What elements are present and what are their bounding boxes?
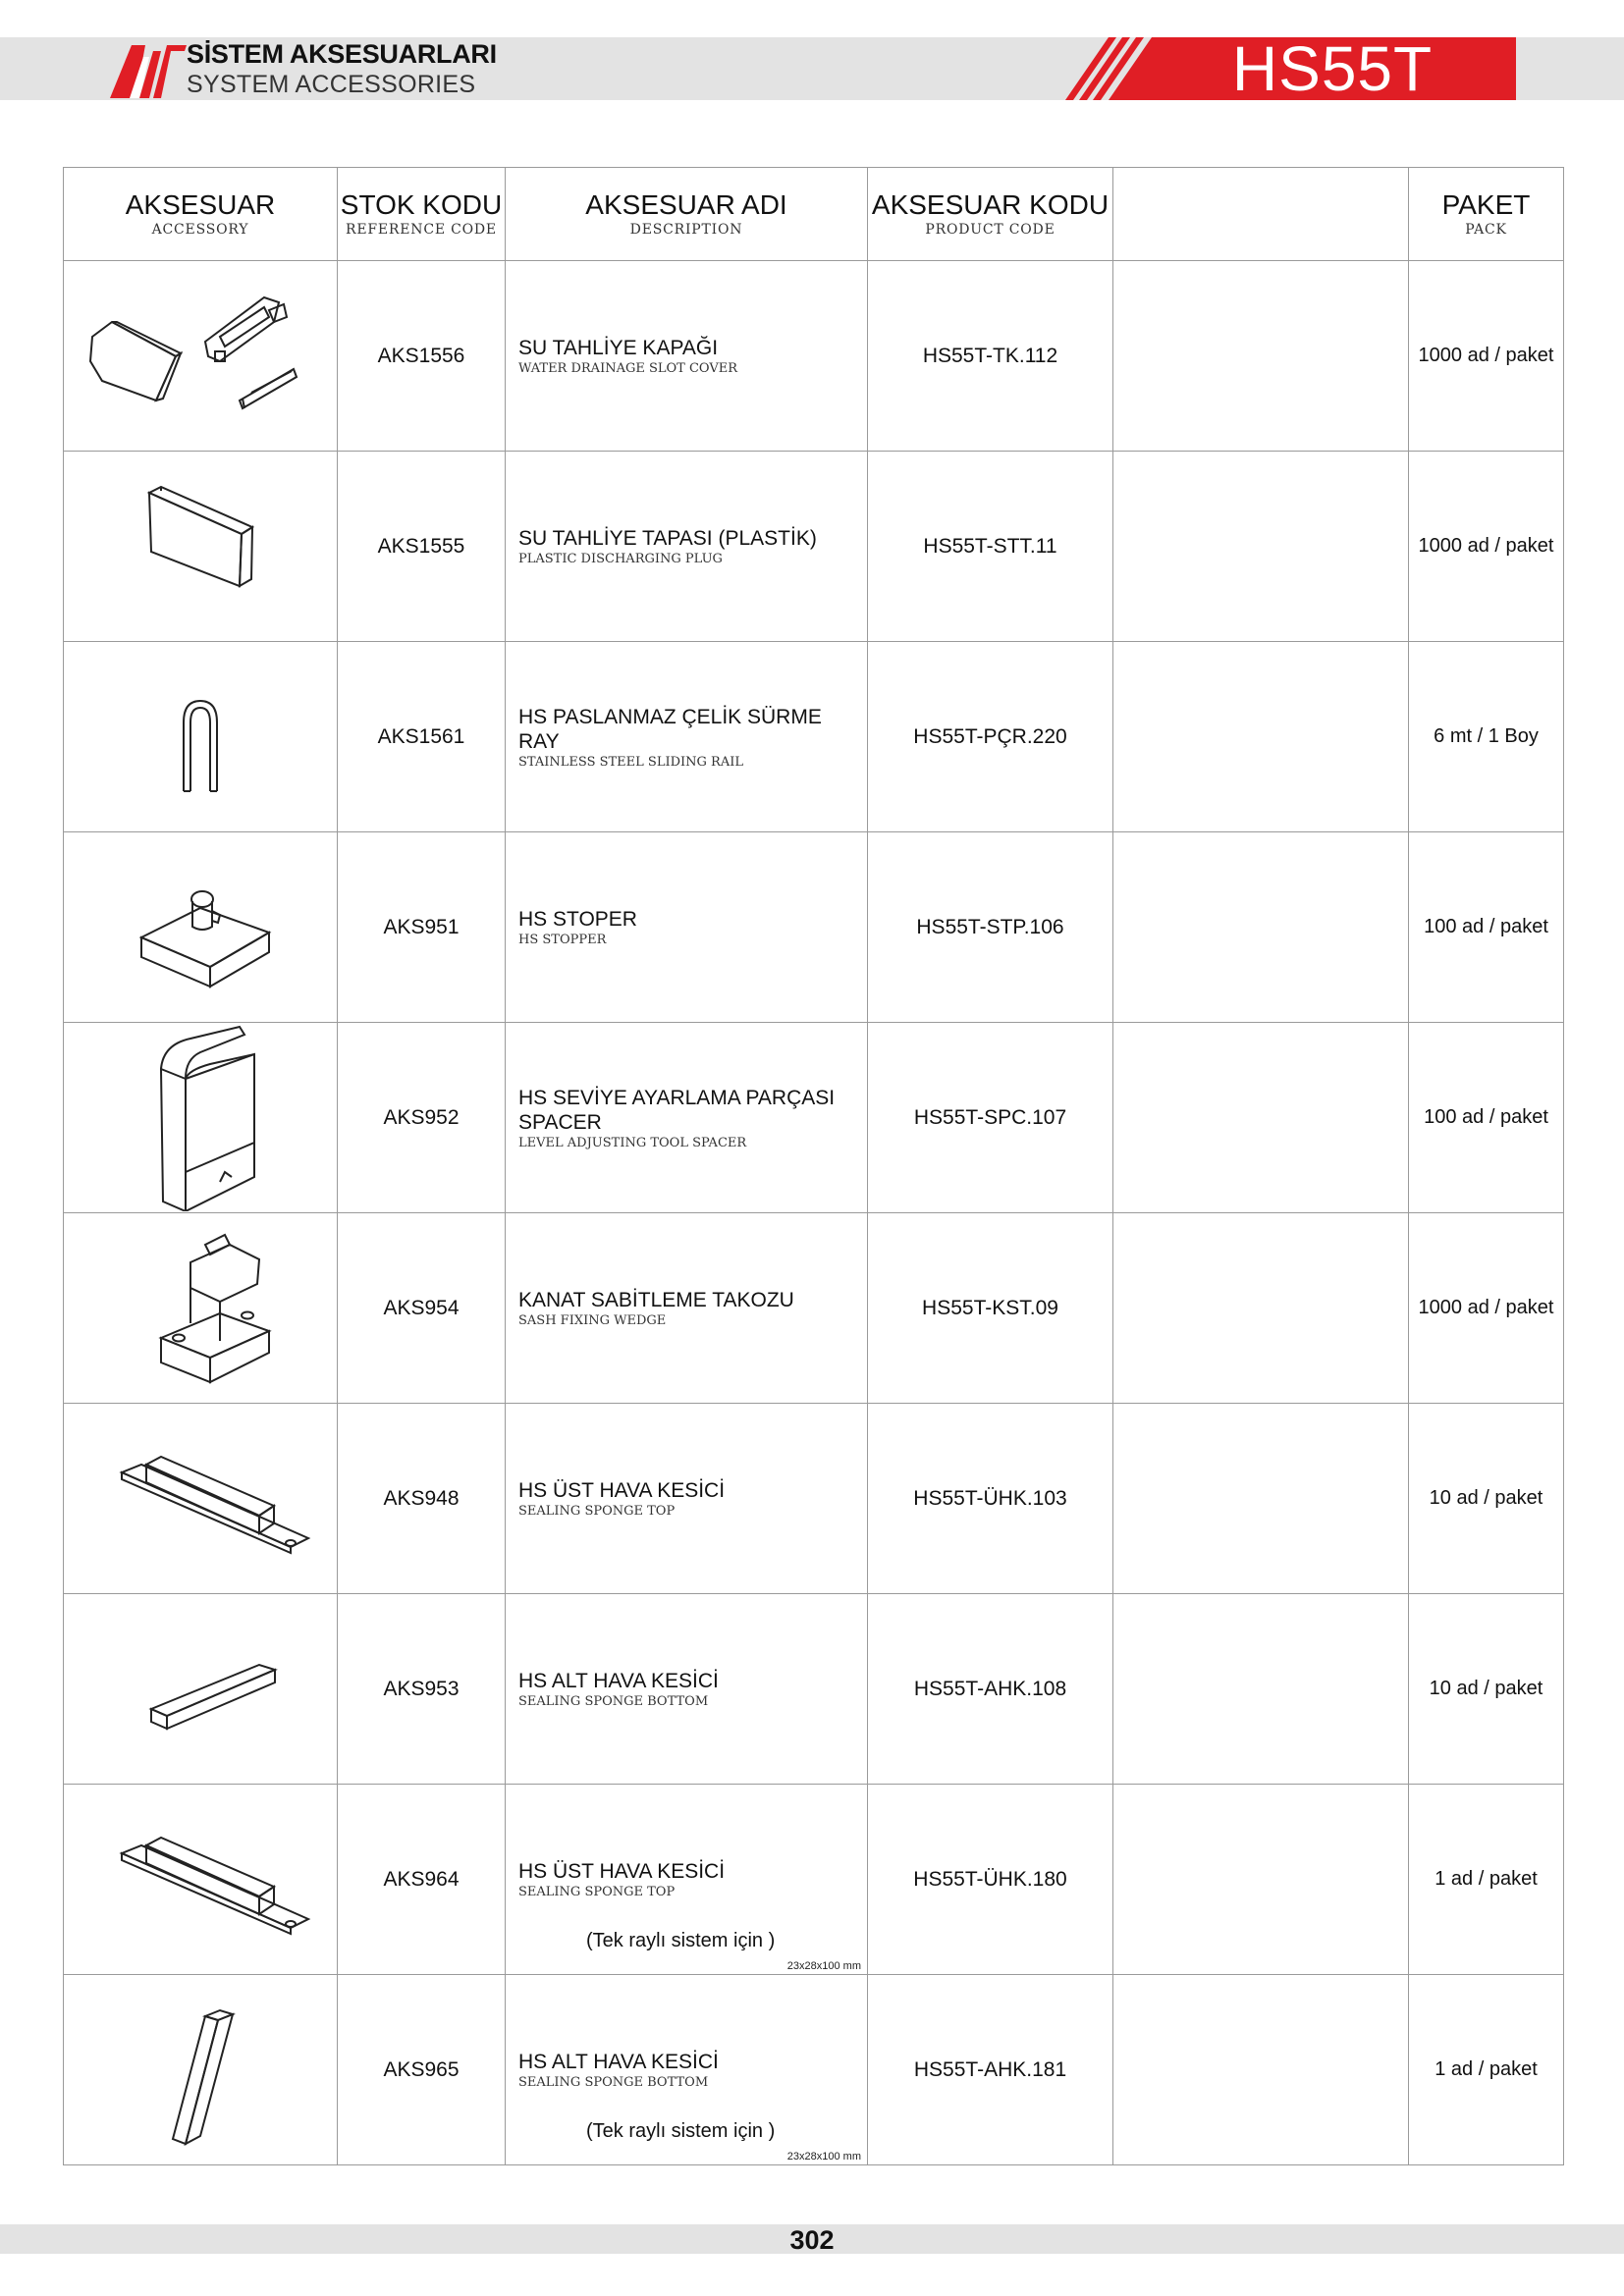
sealing-sponge-bottom-icon (82, 1987, 318, 2154)
product-code: HS55T-AHK.181 (868, 1975, 1113, 2165)
reference-code: AKS1555 (338, 452, 506, 642)
product-code: HS55T-ÜHK.180 (868, 1785, 1113, 1975)
empty-cell (1113, 642, 1409, 832)
accessories-table (63, 167, 1564, 2165)
pack-quantity: 1 ad / paket (1409, 1785, 1564, 1975)
table-row (64, 1594, 1564, 1785)
reference-code: AKS948 (338, 1404, 506, 1594)
empty-cell (1113, 1785, 1409, 1975)
reference-code: AKS1561 (338, 642, 506, 832)
product-code: HS55T-ÜHK.103 (868, 1404, 1113, 1594)
empty-cell (1113, 1975, 1409, 2165)
reference-code: AKS952 (338, 1023, 506, 1213)
brand-title: SİSTEM AKSESUARLARI (187, 39, 497, 69)
empty-cell (1113, 452, 1409, 642)
accessory-name-en: SASH FIXING WEDGE (518, 1313, 667, 1328)
empty-cell (1113, 832, 1409, 1023)
empty-cell (1113, 1594, 1409, 1785)
table-row (64, 1404, 1564, 1594)
accessory-name: HS ÜST HAVA KESİCİ (518, 1860, 726, 1883)
accessory-name: KANAT SABİTLEME TAKOZU (518, 1289, 794, 1311)
accessory-name: HS PASLANMAZ ÇELİK SÜRME RAY (518, 705, 822, 753)
sealing-sponge-top-icon (82, 1425, 318, 1573)
accessory-name: HS SEVİYE AYARLAMA PARÇASI SPACER (518, 1086, 836, 1134)
brand-subtitle: SYSTEM ACCESSORIES (187, 71, 476, 98)
product-code: HS55T-AHK.108 (868, 1594, 1113, 1785)
drainage-slot-cover-icon (82, 283, 318, 430)
table-row (64, 1785, 1564, 1975)
column-header-empty (1113, 168, 1409, 261)
table-row (64, 452, 1564, 642)
accessory-name-en: LEVEL ADJUSTING TOOL SPACER (518, 1135, 747, 1150)
accessory-name-en: PLASTIC DISCHARGING PLUG (518, 552, 723, 566)
product-code: HS55T-SPC.107 (868, 1023, 1113, 1213)
accessory-name: HS ALT HAVA KESİCİ (518, 2051, 719, 2073)
accessory-name-en: SEALING SPONGE TOP (518, 1504, 676, 1519)
sash-fixing-wedge-icon (82, 1225, 318, 1392)
pack-quantity: 100 ad / paket (1409, 1023, 1564, 1213)
accessory-name-en: SEALING SPONGE BOTTOM (518, 2075, 709, 2090)
table-row (64, 261, 1564, 452)
pack-quantity: 1000 ad / paket (1409, 261, 1564, 452)
accessory-name: SU TAHLİYE KAPAĞI (518, 337, 719, 359)
accessory-name: HS ÜST HAVA KESİCİ (518, 1479, 726, 1502)
reference-code: AKS1556 (338, 261, 506, 452)
accessory-name: HS STOPER (518, 908, 637, 931)
accessory-name-en: SEALING SPONGE BOTTOM (518, 1694, 709, 1709)
product-code: HS55T-KST.09 (868, 1213, 1113, 1404)
stopper-icon (82, 854, 318, 1001)
sealing-sponge-top-icon (82, 1806, 318, 1953)
sliding-rail-icon (82, 664, 318, 811)
ap-logo-icon (110, 43, 187, 98)
usage-note: (Tek raylı sistem için ) (586, 2120, 776, 2142)
empty-cell (1113, 261, 1409, 452)
product-code: HS55T-PÇR.220 (868, 642, 1113, 832)
reference-code: AKS965 (338, 1975, 506, 2165)
accessory-name: SU TAHLİYE TAPASI (PLASTİK) (518, 527, 817, 550)
pack-quantity: 1000 ad / paket (1409, 452, 1564, 642)
spacer-icon (82, 1025, 318, 1211)
accessory-name-en: HS STOPPER (518, 933, 607, 947)
dimensions: 23x28x100 mm (786, 1960, 861, 1972)
pack-quantity: 100 ad / paket (1409, 832, 1564, 1023)
column-header: PAKET PACK (1409, 168, 1564, 261)
accessory-name-en: STAINLESS STEEL SLIDING RAIL (518, 754, 743, 770)
empty-cell (1113, 1023, 1409, 1213)
dimensions: 23x28x100 mm (786, 2151, 861, 2163)
empty-cell (1113, 1404, 1409, 1594)
table-header-row (64, 168, 1564, 261)
reference-code: AKS953 (338, 1594, 506, 1785)
table-row (64, 1023, 1564, 1213)
sealing-sponge-bottom-icon (82, 1616, 318, 1763)
series-title: HS55T (1231, 33, 1434, 104)
usage-note: (Tek raylı sistem için ) (586, 1930, 776, 1951)
reference-code: AKS964 (338, 1785, 506, 1975)
pack-quantity: 1000 ad / paket (1409, 1213, 1564, 1404)
reference-code: AKS951 (338, 832, 506, 1023)
column-header: STOK KODU REFERENCE CODE (338, 168, 506, 261)
column-header: AKSESUAR ACCESSORY (64, 168, 338, 261)
column-header: AKSESUAR ADI DESCRIPTION (506, 168, 868, 261)
pack-quantity: 10 ad / paket (1409, 1594, 1564, 1785)
table-row (64, 642, 1564, 832)
accessory-name: HS ALT HAVA KESİCİ (518, 1670, 719, 1692)
pack-quantity: 1 ad / paket (1409, 1975, 1564, 2165)
discharging-plug-icon (82, 473, 318, 620)
table-row (64, 1975, 1564, 2165)
product-code: HS55T-STT.11 (868, 452, 1113, 642)
empty-cell (1113, 1213, 1409, 1404)
accessory-name-en: SEALING SPONGE TOP (518, 1885, 676, 1899)
page-number: 302 (789, 2225, 835, 2255)
column-header: AKSESUAR KODU PRODUCT CODE (868, 168, 1113, 261)
pack-quantity: 6 mt / 1 Boy (1409, 642, 1564, 832)
table-row (64, 1213, 1564, 1404)
reference-code: AKS954 (338, 1213, 506, 1404)
accessory-name-en: WATER DRAINAGE SLOT COVER (518, 361, 738, 376)
pack-quantity: 10 ad / paket (1409, 1404, 1564, 1594)
product-code: HS55T-TK.112 (868, 261, 1113, 452)
table-row (64, 832, 1564, 1023)
product-code: HS55T-STP.106 (868, 832, 1113, 1023)
